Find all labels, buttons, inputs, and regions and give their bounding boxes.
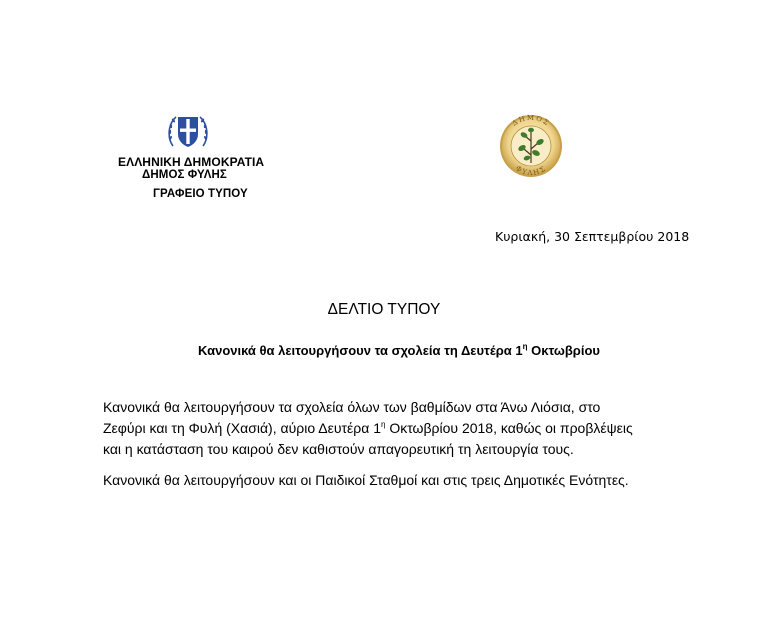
svg-text:ΔΗΜΟΣ: ΔΗΜΟΣ [510, 113, 552, 128]
header-municipality: ΔΗΜΟΣ ΦΥΛΗΣ [142, 169, 227, 181]
body-line-text: Ζεφύρι και τη Φυλή (Χασιά), αύριο Δευτέρα 1 [103, 420, 381, 436]
subtitle-text: Κανονικά θα λειτουργήσουν τα σχολεία τη Δευτέρα 1 [198, 343, 523, 358]
greek-emblem-icon [165, 108, 211, 154]
body-line [103, 418, 703, 439]
body-line: Κανονικά θα λειτουργήσουν τα σχολεία όλων των βαθμίδων στα Άνω Λιόσια, στο [103, 399, 601, 415]
document-subtitle [0, 343, 768, 358]
header-office: ΓΡΑΦΕΙΟ ΤΥΠΟΥ [153, 188, 248, 200]
body-line: Κανονικά θα λειτουργήσουν και οι Παιδικοί Σταθμοί και στις τρεις Δημοτικές Ενότητες. [103, 472, 629, 488]
document-title: ΔΕΛΤΙΟ ΤΥΠΟΥ [327, 301, 441, 318]
body-paragraph-1 [103, 397, 703, 460]
body-line: και η κατάσταση του καιρού δεν καθιστούν απαγορευτική τη λειτουργία τους. [103, 441, 574, 457]
body-paragraph-2 [103, 470, 703, 491]
header-country: ΕΛΛΗΝΙΚΗ ΔΗΜΟΚΡΑΤΙΑ [118, 155, 265, 169]
body-line-text-end: Οκτωβρίου 2018, καθώς οι προβλέψεις [385, 420, 633, 436]
subtitle-ordinal: η [522, 342, 528, 351]
svg-text:ΦΥΛΗΣ: ΦΥΛΗΣ [514, 164, 548, 178]
document-date: Κυριακή, 30 Σεπτεμβρίου 2018 [495, 229, 690, 244]
body-ordinal: η [380, 420, 386, 429]
municipality-seal-logo [483, 105, 579, 187]
subtitle-text-end: Οκτωβρίου [527, 343, 600, 358]
